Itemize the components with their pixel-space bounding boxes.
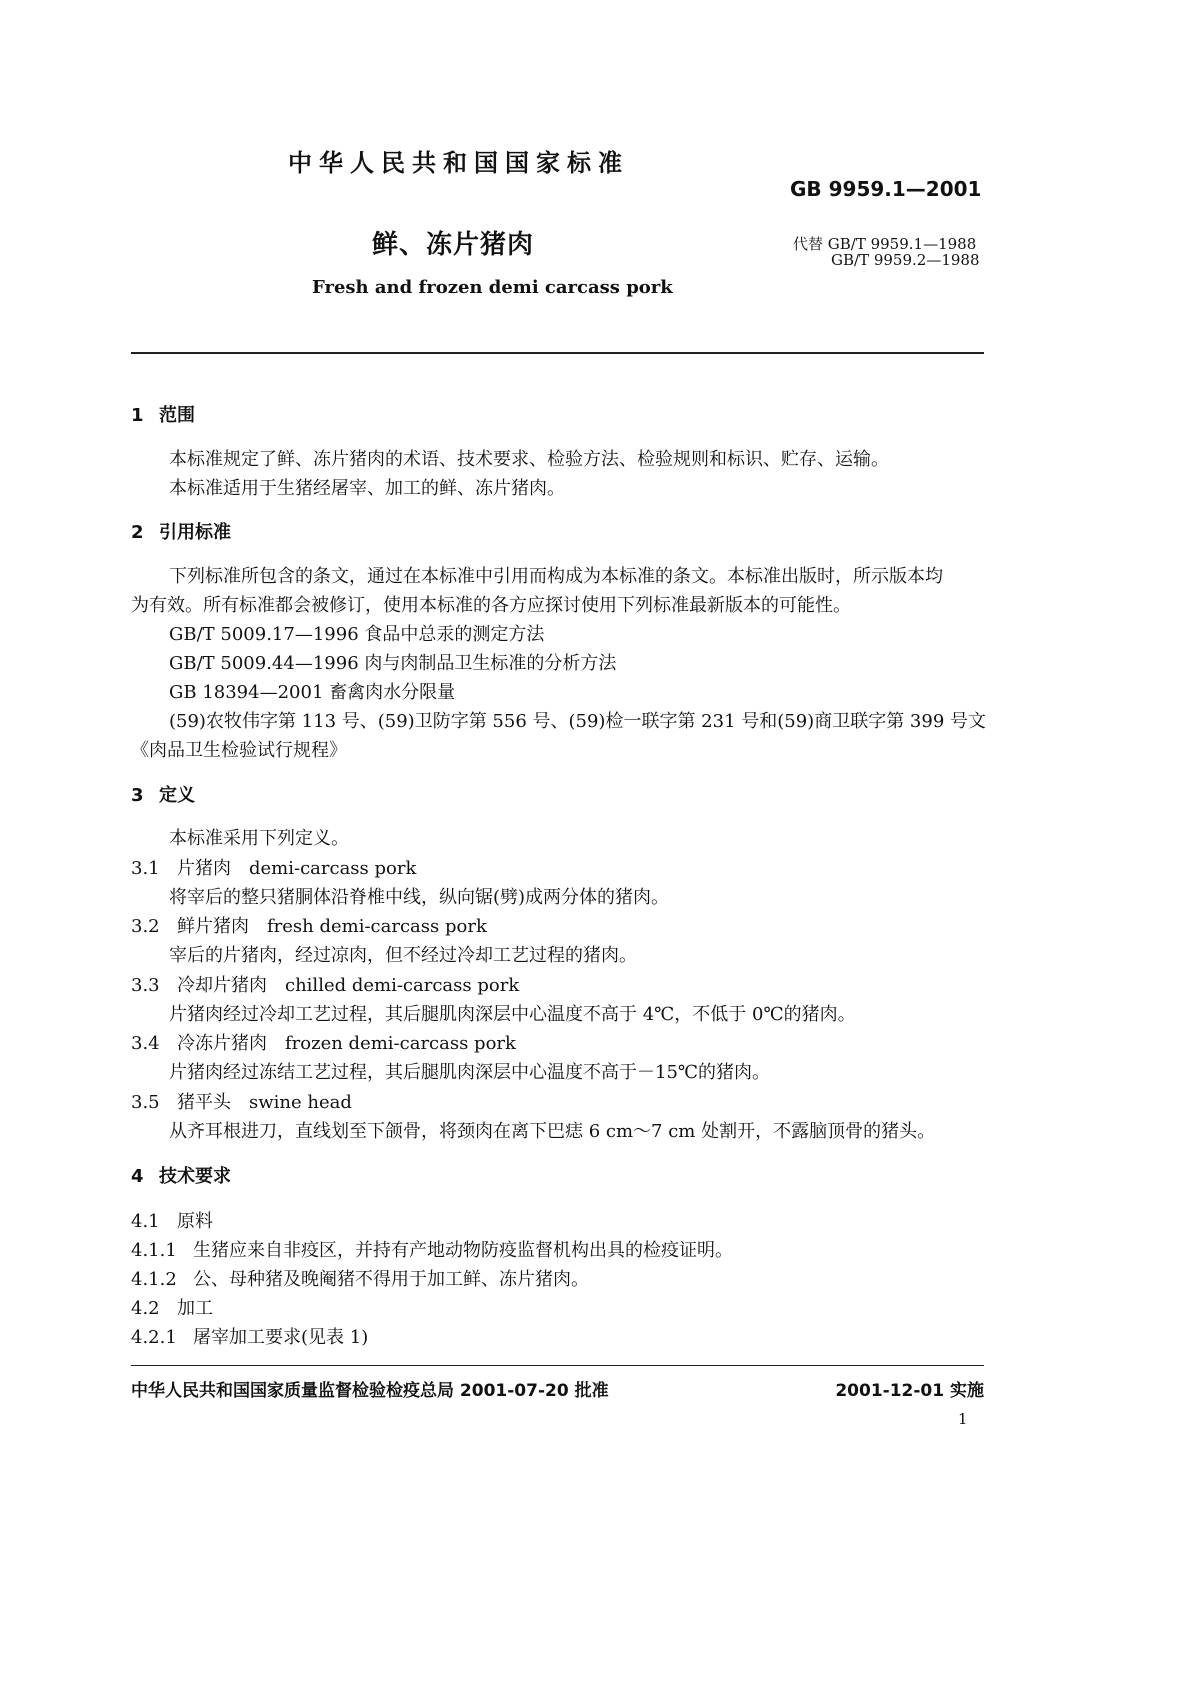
section-number: 4 <box>131 1166 144 1187</box>
term-cn: 冷冻片猪肉 <box>177 1033 267 1054</box>
implementation-date: 2001-12-01 实施 <box>835 1381 984 1401</box>
definition-text: 片猪肉经过冻结工艺过程，其后腿肌肉深层中心温度不高于－15℃的猪肉。 <box>169 1062 771 1083</box>
definition-text: 从齐耳根进刀，直线划至下颌骨，将颈肉在离下巴痣 6 cm～7 cm 处割开，不露脑顶骨的猪头。 <box>169 1121 936 1142</box>
section-number: 2 <box>131 522 144 543</box>
definition-text: 宰后的片猪肉，经过凉肉，但不经过冷却工艺过程的猪肉。 <box>169 945 637 966</box>
header-divider <box>131 352 984 354</box>
term-en: frozen demi-carcass pork <box>285 1033 516 1054</box>
term-en: chilled demi-carcass pork <box>285 975 520 996</box>
definition-term <box>131 1029 516 1055</box>
reference-item: GB 18394—2001 畜禽肉水分限量 <box>169 682 456 703</box>
definition-term <box>131 1088 352 1114</box>
clause-text: 公、母种猪及晚阉猪不得用于加工鲜、冻片猪肉。 <box>193 1269 589 1290</box>
clause-text: 原料 <box>177 1211 213 1232</box>
clause-number: 4.2.1 <box>131 1327 177 1348</box>
definition-term <box>131 912 487 938</box>
document-title: 鲜、冻片猪肉 <box>372 230 535 260</box>
paragraph: 本标准规定了鲜、冻片猪肉的术语、技术要求、检验方法、检验规则和标识、贮存、运输。 <box>169 449 889 470</box>
clause-item <box>131 1265 589 1291</box>
section-4-heading <box>131 1162 231 1188</box>
definition-term <box>131 971 519 997</box>
national-standard-title: 中华人民共和国国家标准 <box>288 149 629 177</box>
clause-number: 4.1.1 <box>131 1240 177 1261</box>
section-1-heading <box>131 401 195 427</box>
clause-number: 3.4 <box>131 1033 160 1054</box>
clause-text: 屠宰加工要求(见表 1) <box>193 1327 369 1348</box>
section-title: 引用标准 <box>159 522 231 543</box>
section-2-heading <box>131 518 231 544</box>
section-number: 1 <box>131 405 144 426</box>
approval-line: 中华人民共和国国家质量监督检验检疫总局 2001-07-20 批准 <box>131 1381 609 1401</box>
section-3-heading <box>131 781 195 807</box>
definition-text: 片猪肉经过冷却工艺过程，其后腿肌肉深层中心温度不高于 4℃，不低于 0℃的猪肉。 <box>169 1004 856 1025</box>
paragraph: 下列标准所包含的条文，通过在本标准中引用而构成为本标准的条文。本标准出版时，所示版本均 <box>169 566 943 587</box>
section-title: 定义 <box>159 785 195 806</box>
paragraph: 本标准适用于生猪经屠宰、加工的鲜、冻片猪肉。 <box>169 478 565 499</box>
term-en: demi-carcass pork <box>249 858 417 879</box>
clause-item <box>131 1207 213 1233</box>
clause-number: 4.1 <box>131 1211 160 1232</box>
term-en: swine head <box>249 1092 352 1113</box>
section-number: 3 <box>131 785 144 806</box>
reference-item: 《肉品卫生检验试行规程》 <box>131 740 347 761</box>
term-cn: 鲜片猪肉 <box>177 916 249 937</box>
footer-divider <box>131 1365 984 1366</box>
clause-text: 加工 <box>177 1298 213 1319</box>
clause-number: 3.2 <box>131 916 160 937</box>
section-title: 技术要求 <box>159 1166 231 1187</box>
english-title: Fresh and frozen demi carcass pork <box>312 277 673 298</box>
clause-number: 4.2 <box>131 1298 160 1319</box>
clause-item <box>131 1323 368 1349</box>
clause-number: 4.1.2 <box>131 1269 177 1290</box>
term-en: fresh demi-carcass pork <box>267 916 487 937</box>
definition-term <box>131 854 416 880</box>
page-number: 1 <box>958 1410 968 1428</box>
reference-item: (59)农牧伟字第 113 号、(59)卫防字第 556 号、(59)检一联字第 231 号和(59)商卫联字第 399 号文 <box>169 711 986 732</box>
clause-number: 3.5 <box>131 1092 160 1113</box>
term-cn: 猪平头 <box>177 1092 231 1113</box>
reference-item: GB/T 5009.17—1996 食品中总汞的测定方法 <box>169 624 545 645</box>
definition-text: 将宰后的整只猪胴体沿脊椎中线，纵向锯(劈)成两分体的猪肉。 <box>169 887 670 908</box>
term-cn: 片猪肉 <box>177 858 231 879</box>
replaces-note: 代替 GB/T 9959.1—1988 <box>793 235 977 253</box>
paragraph: 为有效。所有标准都会被修订，使用本标准的各方应探讨使用下列标准最新版本的可能性。 <box>131 595 851 616</box>
clause-text: 生猪应来自非疫区，并持有产地动物防疫监督机构出具的检疫证明。 <box>193 1240 733 1261</box>
clause-item <box>131 1236 733 1262</box>
term-cn: 冷却片猪肉 <box>177 975 267 996</box>
clause-number: 3.1 <box>131 858 160 879</box>
paragraph: 本标准采用下列定义。 <box>169 828 349 849</box>
clause-number: 3.3 <box>131 975 160 996</box>
replaces-note-2: GB/T 9959.2—1988 <box>831 251 980 269</box>
standard-number: GB 9959.1—2001 <box>790 177 982 201</box>
clause-item <box>131 1294 213 1320</box>
reference-item: GB/T 5009.44—1996 肉与肉制品卫生标准的分析方法 <box>169 653 617 674</box>
section-title: 范围 <box>159 405 195 426</box>
